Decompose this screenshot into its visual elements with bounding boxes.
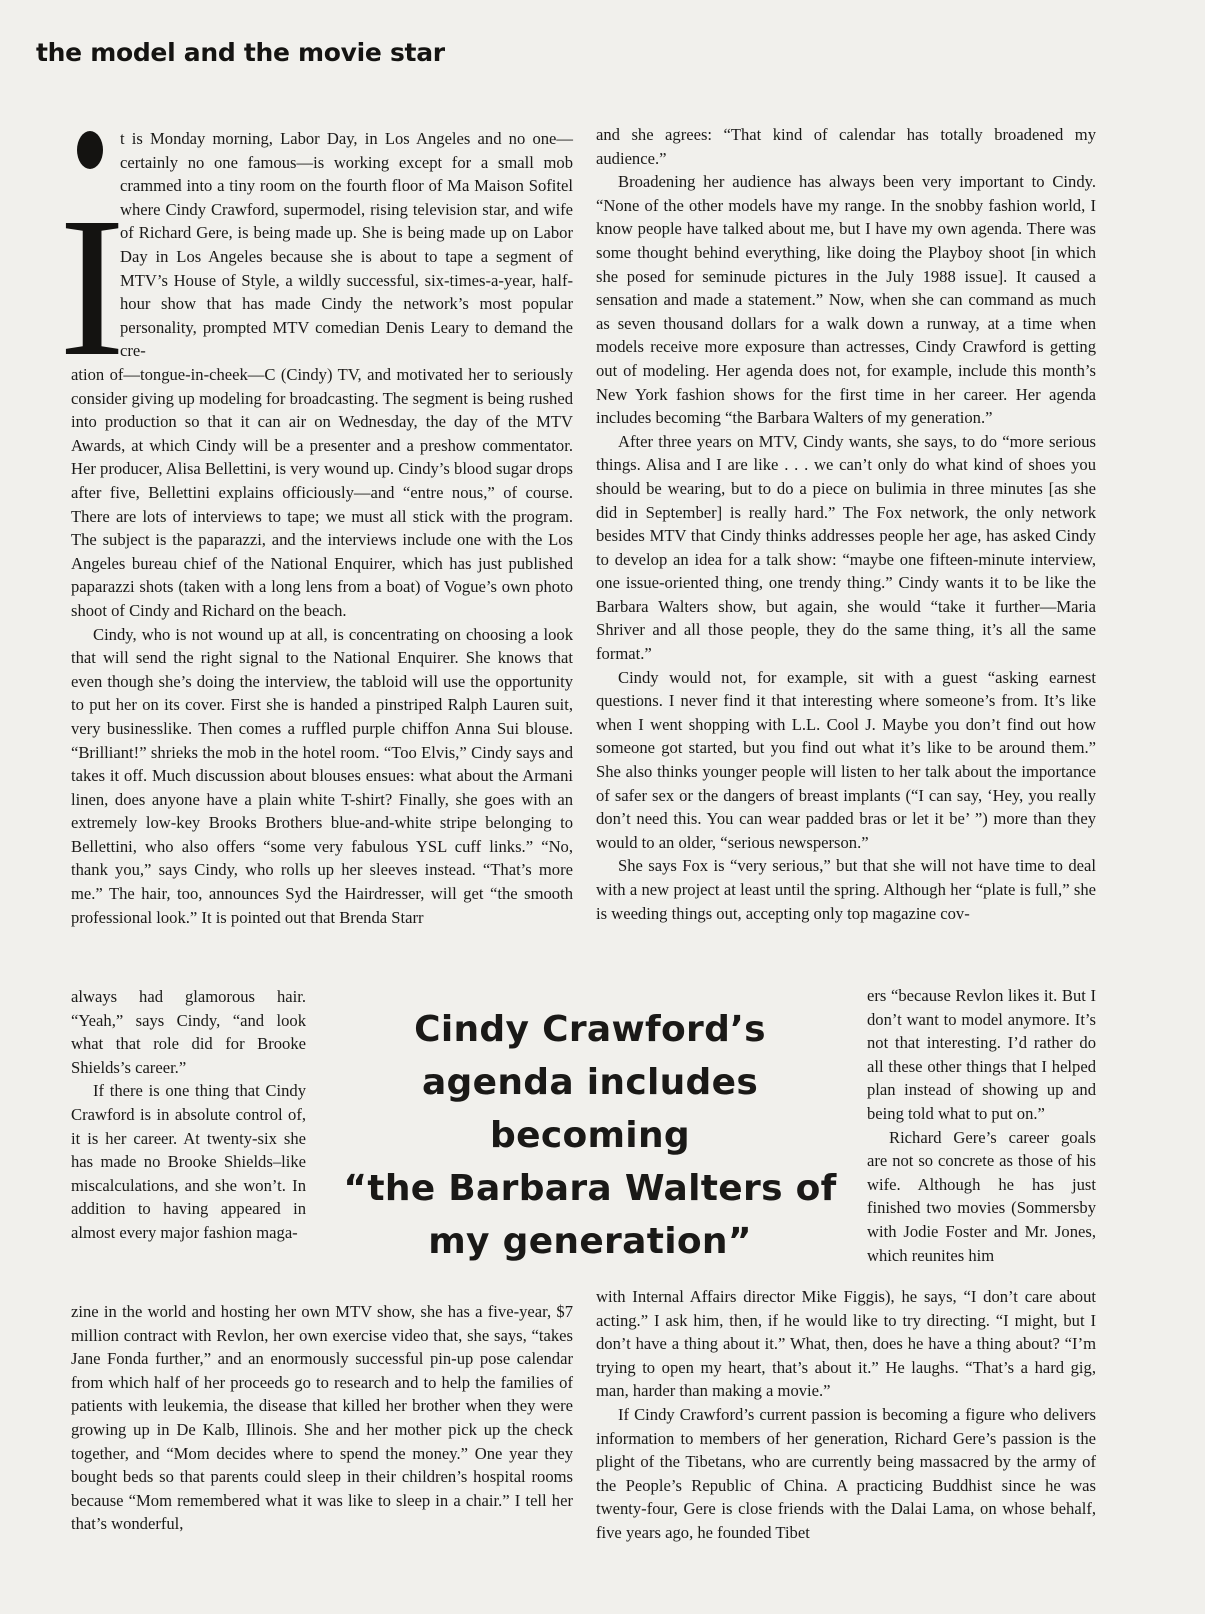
paragraph: Cindy would not, for example, sit with a guest “asking earnest questions. I never find it that interesting where someone’s from. It’s like when I went shopping with L.L. Cool J. Maybe you don’t find out how someone got started, but you find out what it’s like to be around them.” She also thinks younger people will listen to her talk about the importance of safer sex or the dangers of breast implants (“I can say, ‘Hey, you really don’t need this. You can wear padded bras or let it be’ ”) more than they would to an older, “serious newsperson.”: [596, 667, 1096, 852]
paragraph: Broadening her audience has always been very important to Cindy. “None of the other models have my range. In the snobby fashion world, I know people have talked about me, but I have my own agenda. There was some thought behind everything, like doing the Playboy shoot [in which she posed for seminude pictures in the July 1988 issue]. It caused a sensation and made a statement.” Now, when she can command as much as seven thousand dollars for a walk down a runway, at a time when models receive more exposure than actresses, Cindy Crawford is getting out of modeling. Her agenda does not, for example, include this month’s New York fashion shows for the first time in her career. Her agenda includes becoming “the Barbara Walters of my generation.”: [596, 172, 1096, 428]
paragraph: and she agrees: “That kind of calendar has totally broadened my audience.”: [596, 125, 1096, 168]
article-column-1-narrow: [71, 985, 306, 1245]
article-column-1-body: [71, 363, 573, 929]
drop-cap-glyph: I: [58, 177, 126, 398]
pull-quote-line: my generation”: [428, 1221, 752, 1262]
article-column-2-narrow: [867, 984, 1096, 1267]
paragraph: ers “because Revlon likes it. But I don’t want to model anymore. It’s not that interesting. I’d rather do all these other things that I helped plan instead of showing up and being told what to put on.”: [867, 986, 1096, 1123]
paragraph: She says Fox is “very serious,” but that she will not have time to deal with a new project at least until the spring. Although her “plate is full,” she is weeding things out, accepting only top magazine cov-: [596, 856, 1096, 923]
drop-cap-letter: [58, 177, 126, 398]
paragraph: ation of—tongue-in-cheek—C (Cindy) TV, and motivated her to seriously consider giving up modeling for broadcasting. The segment is being rushed into production so that it can air on Wednesday, the day of the MTV Awards, at which Cindy will be a presenter and a preshow commentator. Her producer, Alisa Bellettini, is very wound up. Cindy’s blood sugar drops after five, Bellettini explains officiously—and “entre nous,” of course. There are lots of interviews to tape; we must all stick with the program. The subject is the paparazzi, and the interviews include one with the Los Angeles bureau chief of the National Enquirer, which has just published paparazzi shots (taken with a long lens from a boat) of Vogue’s own photo shoot of Cindy and Richard on the beach.: [71, 365, 573, 620]
pull-quote-line: “the Barbara Walters of: [343, 1168, 837, 1209]
paragraph: with Internal Affairs director Mike Figgis), he says, “I don’t care about acting.” I ask him, then, if he would like to try directing. “I might, but I don’t have a thing about it.” What, then, does he have a thing about? “I’m trying to open my heart, that’s about it.” He laughs. “That’s a hard gig, man, harder than making a movie.”: [596, 1287, 1096, 1401]
article-column-1-bottom: [71, 1300, 573, 1536]
pull-quote-line: agenda includes: [421, 1062, 759, 1103]
paragraph: After three years on MTV, Cindy wants, she says, to do “more serious things. Alisa and I are like . . . we can’t only do what kind of shoes you should be wearing, but to do a piece on bulimia in three minutes [as she did in September] is really hard.” The Fox network, the only network besides MTV that Cindy thinks addresses people her age, has asked Cindy to develop an idea for a talk show: “maybe one fifteen-minute interview, one issue-oriented thing, one trendy thing.” Cindy wants it to be like the Barbara Walters show, but again, she would “take it further—Maria Shriver and all those people, they do the same thing, it’s all the same format.”: [596, 431, 1096, 664]
pull-quote: [330, 1003, 850, 1268]
article-column-2-bottom: [596, 1285, 1096, 1545]
paragraph: If there is one thing that Cindy Crawford is in absolute control of, it is her career. At twenty-six she has made no Brooke Shields–like miscalculations, and she won’t. In addition to having appeared in almost every major fashion maga-: [71, 1081, 306, 1242]
paragraph: zine in the world and hosting her own MTV show, she has a five-year, $7 million contract with Revlon, her own exercise video that, she says, “takes Jane Fonda further,” and an enormously successful pin-up pose calendar from which half of her proceeds go to research and to help the families of patients with leukemia, the disease that killed her brother when they were growing up in De Kalb, Illinois. She and her mother pick up the check together, and “Mom decides where to spend the money.” One year they bought beds so that parents could sleep in their children’s hospital rooms because “Mom remembered what it was like to sleep in a chair.” I tell her that’s wonderful,: [71, 1302, 573, 1534]
pull-quote-line: becoming: [490, 1115, 690, 1156]
paragraph: t is Monday morning, Labor Day, in Los Angeles and no one—certainly no one famous—is working except for a small mob crammed into a tiny room on the fourth floor of Ma Maison Sofitel where Cindy Crawford, supermodel, rising television star, and wife of Richard Gere, is being made up. She is being made up on Labor Day in Los Angeles because she is about to tape a segment of MTV’s House of Style, a wildly successful, six-times-a-year, half-hour show that has made Cindy the network’s most popular personality, prompted MTV comedian Denis Leary to demand the cre-: [120, 129, 573, 361]
paragraph: always had glamorous hair. “Yeah,” says Cindy, “and look what that role did for Brooke Shields’s career.”: [71, 987, 306, 1077]
paragraph: Cindy, who is not wound up at all, is concentrating on choosing a look that will send the right signal to the National Enquirer. She knows that even though she’s doing the interview, the tabloid will use the opportunity to put her on its cover. First she is handed a pinstriped Ralph Lauren suit, very businesslike. Then comes a ruffled purple chiffon Anna Sui blouse. “Brilliant!” shrieks the mob in the hotel room. “Too Elvis,” Cindy says and takes it off. Much discussion about blouses ensues: what about the Armani linen, does anyone have a plain white T-shirt? Finally, she goes with an extremely low-key Brooks Brothers blue-and-white stripe belonging to Bellettini, who also offers “some very fabulous YSL cuff links.” “No, thank you,” says Cindy, who rolls up her sleeves instead. “That’s more me.” The hair, too, announces Syd the Hairdresser, will get “the smooth professional look.” It is pointed out that Brenda Starr: [71, 624, 573, 927]
paragraph: If Cindy Crawford’s current passion is becoming a figure who delivers information to members of her generation, Richard Gere’s passion is the plight of the Tibetans, who are currently being massacred by the army of the People’s Republic of China. A practicing Buddhist since he was twenty-four, Gere is close friends with the Dalai Lama, on whose behalf, five years ago, he founded Tibet: [596, 1404, 1096, 1542]
opening-bullet: [77, 131, 103, 169]
section-header: the model and the movie star: [36, 38, 445, 67]
article-column-2-body: [596, 123, 1096, 925]
paragraph: Richard Gere’s career goals are not so concrete as those of his wife. Although he has just finished two movies (Sommersby with Jodie Foster and Mr. Jones, which reunites him: [867, 1127, 1096, 1265]
pull-quote-line: Cindy Crawford’s: [414, 1009, 766, 1050]
article-column-1-opening: [120, 127, 573, 363]
